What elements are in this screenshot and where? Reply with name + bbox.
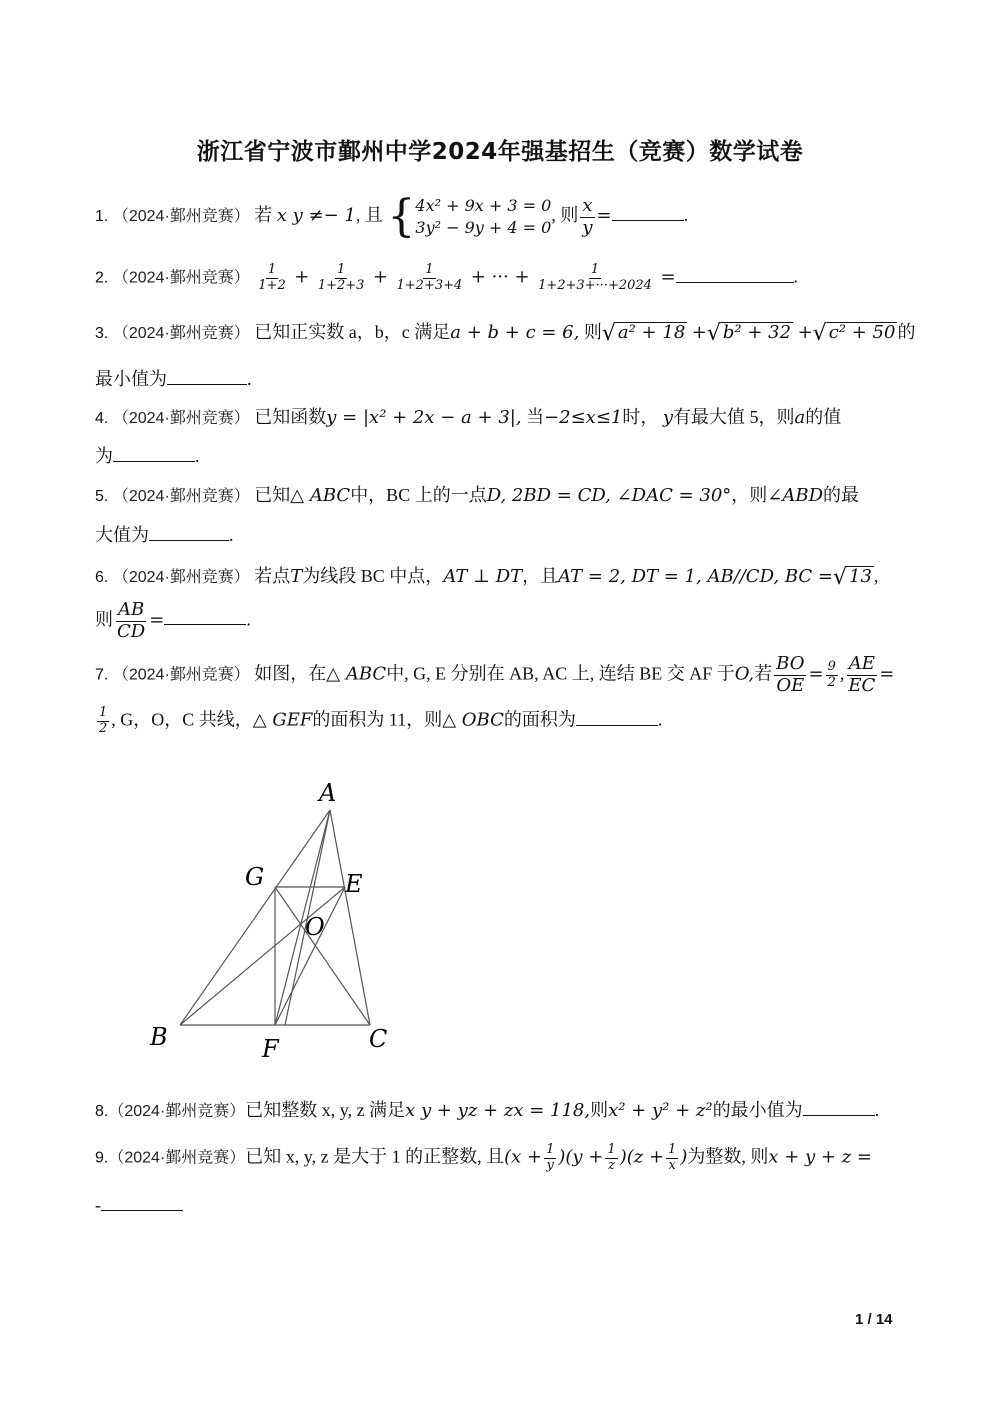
math: T [290, 566, 303, 587]
text: 的面积为 [503, 709, 576, 730]
text: , [839, 663, 845, 684]
math: △ GEF [252, 709, 313, 731]
text: 为线段 BC 中点， [302, 566, 444, 586]
text: 的最小值为 [712, 1100, 803, 1120]
text: 为整数, 则 [687, 1146, 769, 1167]
source-tag: （2024·鄞州竞赛） [108, 1103, 246, 1120]
math: + [691, 322, 707, 343]
answer-blank[interactable] [113, 460, 195, 462]
source-tag: （2024·鄞州竞赛） [112, 325, 250, 342]
math: △ ABC [290, 485, 351, 506]
fraction [605, 1143, 617, 1174]
radicand: a² + 18 [617, 322, 686, 343]
numerator: 9 [827, 658, 836, 674]
numerator: AE [848, 653, 875, 674]
math: ) [680, 1146, 688, 1168]
numerator: x [582, 194, 593, 216]
math: x y ≠− 1 [276, 205, 356, 227]
text: 大值为 [95, 525, 149, 545]
math: y = |x² + 2x − a + 3|, [326, 407, 522, 428]
numerator: BO [776, 653, 805, 674]
math: △ ABC [326, 663, 387, 685]
question-4 [95, 408, 841, 427]
geometry-figure [145, 775, 415, 1070]
question-number: 4. [95, 410, 109, 427]
point-label-F: F [262, 1035, 279, 1063]
radical-icon: √ [706, 321, 721, 346]
text: 当 [526, 407, 545, 427]
question-7 [95, 654, 894, 696]
fraction [666, 1143, 678, 1174]
text: 为 [95, 446, 113, 466]
text: . [657, 709, 663, 730]
answer-blank[interactable] [803, 1114, 875, 1116]
math: x + y + z = [768, 1146, 873, 1168]
question-7-line-2 [95, 706, 662, 737]
math: △ OBC [442, 709, 504, 731]
text: 已知整数 x, y, z 满足 [245, 1100, 406, 1120]
math: + [797, 322, 813, 343]
radical-icon: √ [812, 321, 827, 346]
answer-blank[interactable] [164, 623, 246, 625]
brace-icon: { [387, 191, 416, 242]
text: 中，BC 上的一点 [350, 485, 487, 505]
math: AT ⊥ DT [443, 566, 523, 587]
source-tag: （2024·鄞州竞赛） [112, 208, 250, 226]
question-8 [95, 1101, 879, 1120]
question-number: 7. [95, 666, 109, 684]
math: AT = 2, DT = 1, AB//CD, BC = [558, 566, 833, 587]
math: = [879, 663, 895, 685]
answer-blank[interactable] [612, 219, 684, 221]
point-label-A: A [319, 779, 337, 807]
denominator: z [608, 1157, 615, 1173]
text: - [95, 1195, 101, 1215]
text: , 且 [355, 205, 383, 226]
denominator: 2 [99, 720, 108, 736]
question-6-line-2 [95, 600, 251, 642]
fraction [316, 263, 367, 294]
text: 若点 [254, 566, 291, 586]
text: 如图，在 [254, 663, 327, 684]
math: = [596, 205, 612, 227]
math: (x + [504, 1146, 543, 1168]
fraction [256, 263, 287, 294]
numerator: AB [117, 599, 145, 620]
fraction [580, 196, 594, 238]
answer-blank[interactable] [149, 539, 229, 541]
question-4-line-2 [95, 447, 200, 465]
source-tag: （2024·鄞州竞赛） [112, 666, 250, 684]
triangle-diagram [145, 775, 415, 1065]
denominator: y [582, 216, 593, 238]
text: 的最 [823, 485, 860, 505]
denominator: x [668, 1157, 676, 1173]
math: + [294, 266, 310, 288]
question-number: 5. [95, 488, 109, 505]
math: = [660, 266, 676, 288]
math: = [149, 609, 165, 631]
question-9-line-2 [95, 1196, 183, 1214]
point-label-E: E [345, 870, 363, 898]
text: 已知 x, y, z 是大于 1 的正整数, 且 [245, 1146, 505, 1167]
text: 最小值为 [95, 369, 167, 389]
equation: 4x² + 9x + 3 = 0 [415, 196, 552, 216]
question-number: 6. [95, 569, 109, 586]
radicand: 13 [849, 566, 872, 587]
denominator: 2 [827, 674, 836, 690]
radicand: b² + 32 [722, 322, 792, 343]
source-tag: （2024·鄞州竞赛） [112, 269, 250, 287]
math: a [794, 407, 806, 428]
question-3-line-2 [95, 370, 252, 388]
question-2 [95, 263, 798, 294]
text: 若 [754, 663, 773, 684]
text: 已知 [254, 485, 291, 505]
text: 时， [622, 407, 659, 427]
source-tag: （2024·鄞州竞赛） [112, 569, 250, 586]
numerator: 1 [336, 262, 346, 277]
fraction [544, 1143, 556, 1174]
denominator: 1+2+3+4 [396, 277, 463, 293]
math: ∠ABD [767, 485, 824, 506]
text: 中, G, E 分别在 AB, AC 上, 连结 BE 交 AF 于 [386, 663, 735, 684]
math: x² + y² + z² [608, 1100, 713, 1121]
fraction [774, 654, 806, 696]
math: y [662, 407, 674, 428]
text: . [247, 369, 252, 389]
math: + ··· + [470, 266, 530, 288]
question-5-line-2 [95, 526, 234, 544]
question-number: 9. [95, 1149, 109, 1167]
equation-system [415, 195, 551, 238]
text: 的面积为 11，则 [312, 709, 443, 730]
numerator: 1 [607, 1142, 616, 1157]
page-title: 浙江省宁波市鄞州中学2024年强基招生（竞赛）数学试卷 [196, 139, 804, 165]
text: 已知正实数 a，b，c 满足 [254, 322, 451, 342]
text: 已知函数 [254, 407, 327, 427]
numerator: 1 [546, 1142, 555, 1157]
fraction [826, 660, 838, 691]
numerator: 1 [99, 705, 108, 720]
answer-blank[interactable] [101, 1209, 183, 1211]
math: )(z + [619, 1146, 665, 1168]
point-label-C: C [369, 1025, 388, 1053]
page-number: 1 / 14 [855, 1311, 893, 1328]
numerator: 1 [425, 262, 434, 277]
text: , [873, 566, 879, 586]
source-tag: （2024·鄞州竞赛） [112, 488, 250, 505]
fraction [395, 263, 465, 294]
question-5 [95, 486, 859, 505]
text: . [874, 1100, 880, 1120]
source-tag: （2024·鄞州竞赛） [112, 410, 250, 427]
math: D, 2BD = CD, ∠DAC = 30° [486, 485, 732, 506]
fraction [536, 263, 654, 294]
answer-blank[interactable] [676, 281, 794, 283]
point-label-B: B [150, 1023, 168, 1051]
point-label-G: G [245, 863, 265, 891]
text: 则 [583, 322, 602, 342]
question-number: 1. [95, 208, 109, 226]
question-6 [95, 566, 878, 589]
text: 若 [254, 205, 273, 226]
segment-AC [330, 810, 370, 1025]
answer-blank[interactable] [576, 724, 658, 726]
numerator: 1 [668, 1142, 677, 1157]
question-number: 8. [95, 1103, 109, 1120]
denominator: 1+2 [258, 277, 286, 293]
text: , 则 [551, 205, 579, 226]
math: + [372, 266, 389, 288]
text: 的 [897, 322, 916, 342]
text: 则 [95, 609, 113, 630]
denominator: 1+2+3 [317, 277, 365, 293]
text: ，且 [522, 566, 559, 586]
denominator: CD [117, 620, 146, 642]
radical-icon: √ [832, 565, 847, 590]
math: −2≤x≤1 [544, 407, 623, 428]
question-9 [95, 1143, 872, 1174]
denominator: OE [776, 674, 805, 696]
math: x y + yz + zx = 118, [405, 1100, 591, 1121]
numerator: 1 [267, 262, 277, 277]
text: . [229, 525, 234, 545]
text: 有最大值 5，则 [673, 407, 795, 427]
math: = [808, 663, 824, 685]
answer-blank[interactable] [167, 383, 247, 385]
text: ，则 [731, 485, 768, 505]
radical-icon: √ [601, 321, 616, 346]
text: . [683, 205, 689, 226]
question-number: 2. [95, 269, 109, 287]
source-tag: （2024·鄞州竞赛） [108, 1149, 246, 1167]
text: . [246, 609, 251, 630]
text: 则 [590, 1100, 609, 1120]
question-number: 3. [95, 325, 109, 342]
text: , G，O，C 共线， [111, 709, 253, 730]
point-label-O: O [305, 913, 325, 941]
question-3 [95, 322, 915, 345]
fraction [846, 654, 877, 696]
fraction [97, 706, 109, 737]
denominator: EC [848, 674, 876, 696]
text: . [793, 266, 799, 287]
math: a + b + c = 6, [450, 322, 580, 343]
equation: 3y² − 9y + 4 = 0 [415, 218, 552, 237]
denominator: 1+2+3+···+2024 [538, 277, 652, 293]
radicand: c² + 50 [828, 322, 896, 343]
numerator: 1 [590, 262, 600, 277]
question-1 [95, 191, 689, 242]
math: O, [734, 663, 755, 685]
fraction [115, 600, 147, 642]
text: . [195, 446, 200, 466]
text: 的值 [805, 407, 842, 427]
denominator: y [546, 1157, 554, 1173]
math: )(y + [558, 1146, 604, 1168]
